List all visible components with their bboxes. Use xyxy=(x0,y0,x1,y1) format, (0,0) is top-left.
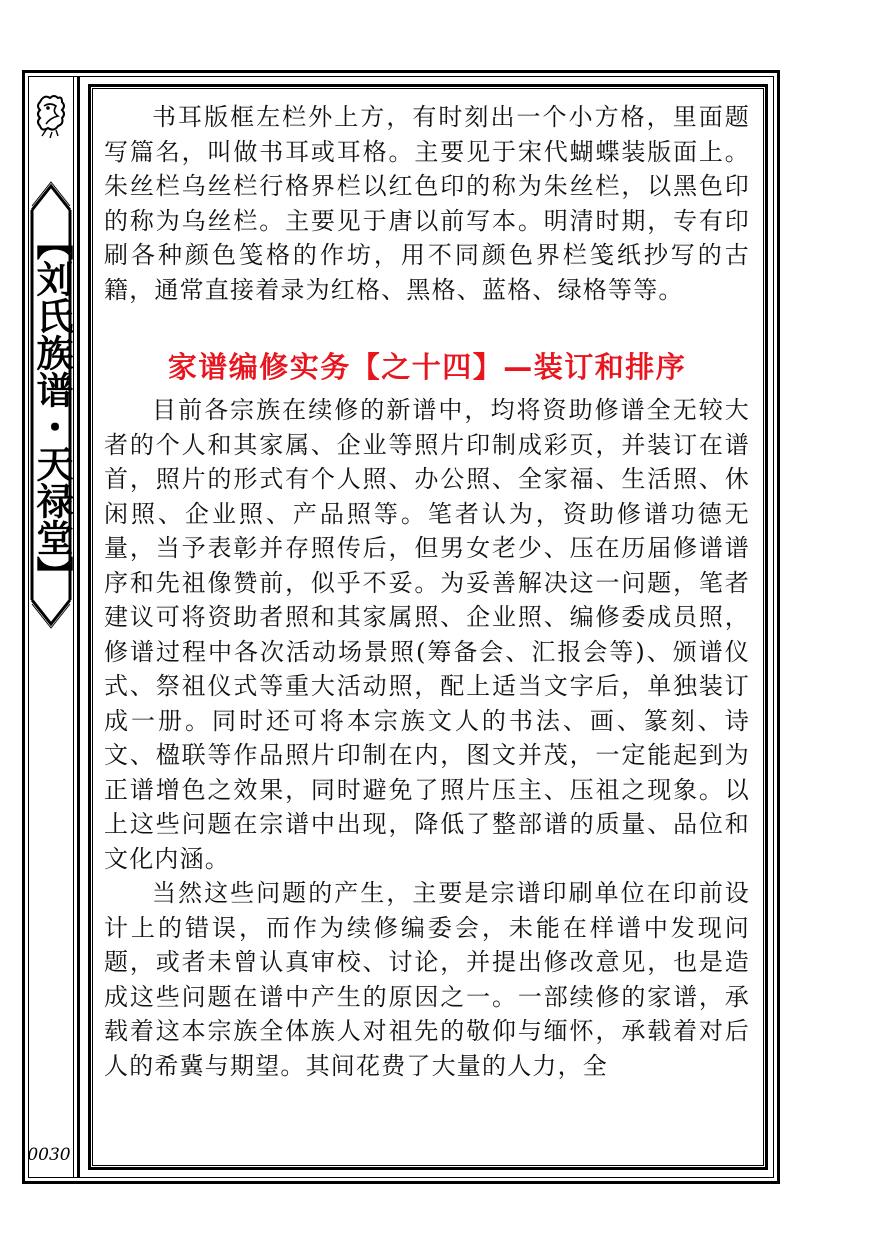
spine-title-block xyxy=(28,180,74,630)
section-heading: 家谱编修实务【之十四】—装订和排序 xyxy=(167,350,687,384)
spine-title: 【刘氏族谱・天禄堂】 xyxy=(30,222,73,593)
paragraph-3: 当然这些问题的产生，主要是宗谱印刷单位在印前设计上的错误，而作为续修编委会，未能在样谱中发现问题，或者未曾认真审校、讨论，并提出修改意见，也是造成这些问题在谱中产生的原因之一。一部续修的家谱，承载着这本宗族全体族人对祖先的敬仰与缅怀，承载着对后人的希冀与期望。其间花费了大量的人力，全 xyxy=(104,879,750,1080)
paragraph-1: 书耳版框左栏外上方，有时刻出一个小方格，里面题写篇名，叫做书耳或耳格。主要见于宋代蝴蝶装版面上。朱丝栏乌丝栏行格界栏以红色印的称为朱丝栏，以黑色印的称为乌丝栏。主要见于唐以前写本。明清时期，专有印刷各种颜色笺格的作坊，用不同颜色界栏笺纸抄写的古籍，通常直接着录为红格、黑格、蓝格、绿格等等。 xyxy=(104,103,750,304)
main-content xyxy=(104,100,750,1083)
page-number: 0030 xyxy=(27,1145,71,1165)
paragraph-2: 目前各宗族在续修的新谱中，均将资助修谱全无较大者的个人和其家属、企业等照片印制成彩页，并装订在谱首，照片的形式有个人照、办公照、全家福、生活照、休闲照、企业照、产品照等。笔者认为，资助修谱功德无量，当予表彰并存照传后，但男女老少、压在历届修谱谱序和先祖像赞前，似乎不妥。为妥善解决这一问题，笔者建议可将资助者照和其家属照、企业照、编修委成员照，修谱过程中各次活动场景照(筹备会、汇报会等)、颁谱仪式、祭祖仪式等重大活动照，配上适当文字后，单独装订成一册。同时还可将本宗族文人的书法、画、篆刻、诗文、楹联等作品照片印制在内，图文并茂，一定能起到为正谱增色之效果，同时避免了照片压主、压祖之现象。以上这些问题在宗谱中出现，降低了整部谱的质量、品位和文化内涵。 xyxy=(104,396,750,873)
dragon-emblem-icon xyxy=(32,92,70,140)
spine-divider-thick xyxy=(77,76,80,1178)
